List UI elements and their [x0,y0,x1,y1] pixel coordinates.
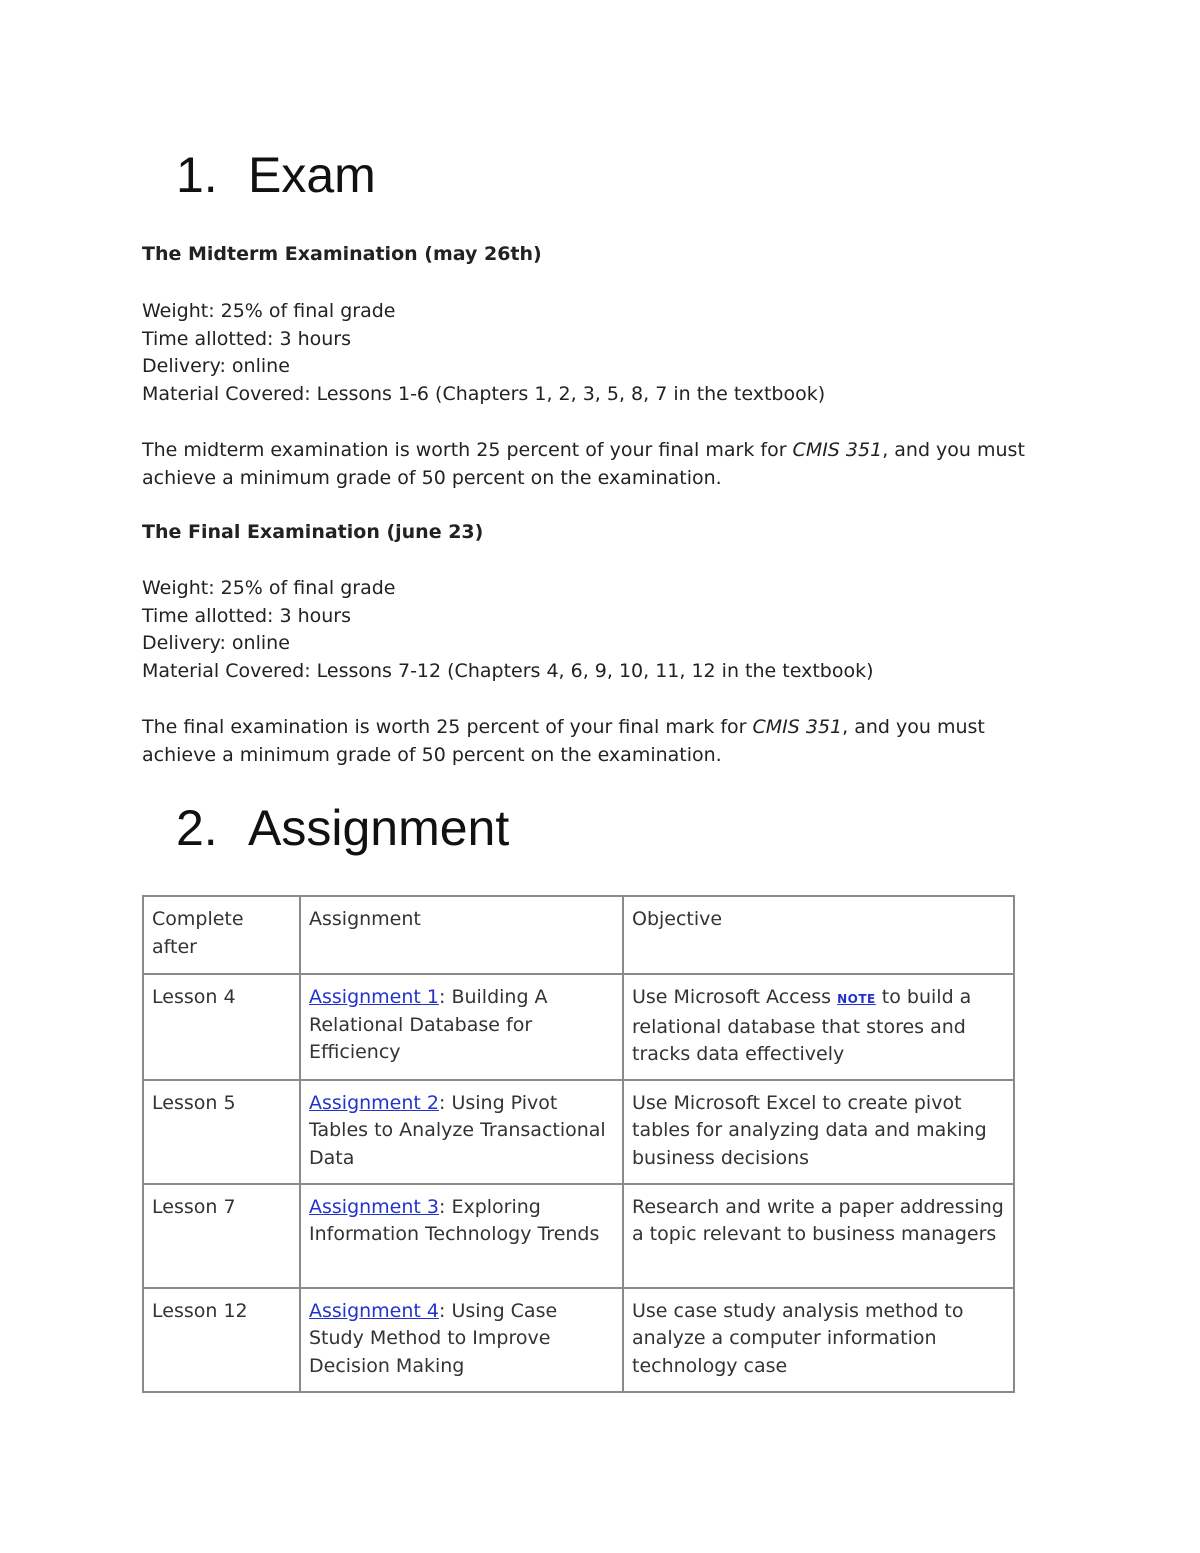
midterm-details [142,298,1042,408]
lesson-cell: Lesson 4 [143,974,300,1080]
section-title: Assignment [248,800,510,856]
assignment-table [142,895,1015,1393]
assignment-cell [300,1080,623,1184]
assignment-link[interactable]: Assignment 2 [309,1091,439,1114]
header-objective: Objective [623,896,1014,974]
course-code: CMIS 351 [752,716,843,738]
assignment-link[interactable]: Assignment 4 [309,1299,439,1322]
assignment-link[interactable]: Assignment 3 [309,1195,439,1218]
note-link[interactable]: NOTE [837,992,876,1006]
assignment-title: : Building A Relational Database for Efficiency [309,986,548,1063]
final-text: The final examination is worth 25 percent of your final mark for [142,716,753,738]
objective-cell: Use case study analysis method to analyze a computer information technology case [623,1288,1014,1392]
final-time: Time allotted: 3 hours [142,604,351,627]
table-row [143,1184,1014,1288]
assignment-cell [300,1288,623,1392]
midterm-text-end: , and you must achieve a minimum grade of 50 percent on the examination. [142,439,1025,489]
header-assignment: Assignment [300,896,623,974]
final-delivery: Delivery: online [142,632,290,654]
lesson-cell: Lesson 5 [143,1080,300,1184]
final-material: Material Covered: Lessons 7-12 (Chapters 4, 6, 9, 10, 11, 12 in the textbook) [142,659,874,682]
header-complete-after: Complete after [143,896,300,974]
table-header-row [143,896,1014,974]
final-weight: Weight: 25% of final grade [142,577,396,599]
assignment-link[interactable]: Assignment 1 [309,986,439,1008]
final-heading: The Final Examination (june 23) [142,521,484,543]
assignment-cell [300,974,623,1080]
assignment-title: : Using Case Study Method to Improve Decision Making [309,1299,558,1377]
objective-text-end: to build a relational database that stores and tracks data effectively [632,986,972,1065]
midterm-heading: The Midterm Examination (may 26th) [142,243,542,265]
final-text-end: , and you must achieve a minimum grade of 50 percent on the examination. [142,716,985,766]
objective-cell: Research and write a paper addressing a topic relevant to business managers [623,1184,1014,1288]
section-number: 2. [176,800,218,856]
lesson-cell: Lesson 12 [143,1288,300,1392]
midterm-text: The midterm examination is worth 25 percent of your final mark for [142,439,793,461]
section-number: 1. [176,147,218,203]
table-row [143,1080,1014,1184]
final-details [142,575,1042,685]
objective-cell [623,974,1014,1080]
lesson-cell: Lesson 7 [143,1184,300,1288]
table-row [143,1288,1014,1392]
midterm-material: Material Covered: Lessons 1-6 (Chapters 1, 2, 3, 5, 8, 7 in the textbook) [142,382,826,405]
final-paragraph [142,714,1042,769]
objective-text: Use Microsoft Access [632,986,838,1008]
midterm-paragraph [142,437,1042,492]
section-title: Exam [248,147,376,203]
table-row [143,974,1014,1080]
section-heading-exam [176,147,376,203]
course-code: CMIS 351 [792,439,883,461]
midterm-weight: Weight: 25% of final grade [142,300,396,322]
section-heading-assignment [176,800,510,856]
midterm-time: Time allotted: 3 hours [142,327,351,350]
assignment-title: : Using Pivot Tables to Analyze Transactional Data [309,1091,606,1169]
objective-cell: Use Microsoft Excel to create pivot tables for analyzing data and making business decisions [623,1080,1014,1184]
midterm-delivery: Delivery: online [142,355,290,377]
assignment-title: : Exploring Information Technology Trends [309,1195,600,1245]
assignment-cell [300,1184,623,1288]
